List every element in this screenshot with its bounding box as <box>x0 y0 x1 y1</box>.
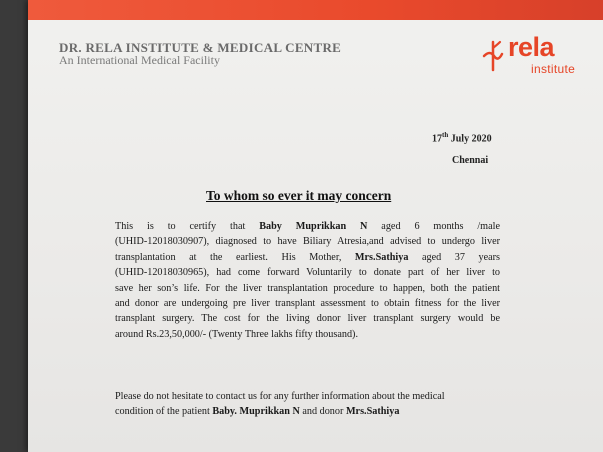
body-line: (UHID-12018030907), diagnosed to have Biliary Atresia,and advised to undergo liver <box>115 236 500 248</box>
date-day: 17 <box>432 133 442 145</box>
body-line: This is to certify that Baby Muprikkan N aged 6 months /male <box>115 221 500 232</box>
rela-logo-mark-icon <box>480 38 506 72</box>
letterhead-band <box>28 0 603 20</box>
letter-body <box>115 219 500 342</box>
closing-line: Please do not hesitate to contact us for any further information about the medical <box>115 391 445 402</box>
rela-logo-word: rela <box>508 32 555 62</box>
body-line: transplantation at the earliest. His Mother, Mrs.Sathiya aged 37 years <box>115 251 500 263</box>
body-line: around Rs.23,50,000/- (Twenty Three lakhs fifty thousand). <box>115 328 358 340</box>
body-line: and donor are undergoing pre liver transplant assessment to obtain fitness for the liver <box>115 298 500 310</box>
rela-logo <box>478 32 578 80</box>
date-suffix: th <box>442 131 449 139</box>
letter-date <box>432 131 492 144</box>
institute-tagline: An International Medical Facility <box>59 53 220 67</box>
letter-city: Chennai <box>452 155 489 166</box>
institute-name: DR. RELA INSTITUTE & MEDICAL CENTRE <box>59 40 342 55</box>
letter-title: To whom so ever it may concern <box>206 188 392 203</box>
rela-logo-sub: institute <box>531 62 576 76</box>
body-line: save her son’s life. For the liver transplantation procedure to happen, both the patient <box>115 282 500 294</box>
closing-line: condition of the patient Baby. Muprikkan N and donor Mrs.Sathiya <box>115 406 400 418</box>
body-line: (UHID-12018030965), had come forward Voluntarily to donate part of her liver to <box>115 267 500 279</box>
date-month-year: July 2020 <box>448 133 492 145</box>
letter-closing <box>115 389 500 420</box>
body-line: transplant surgery. The cost for the living donor liver transplant surgery would be <box>115 313 500 325</box>
